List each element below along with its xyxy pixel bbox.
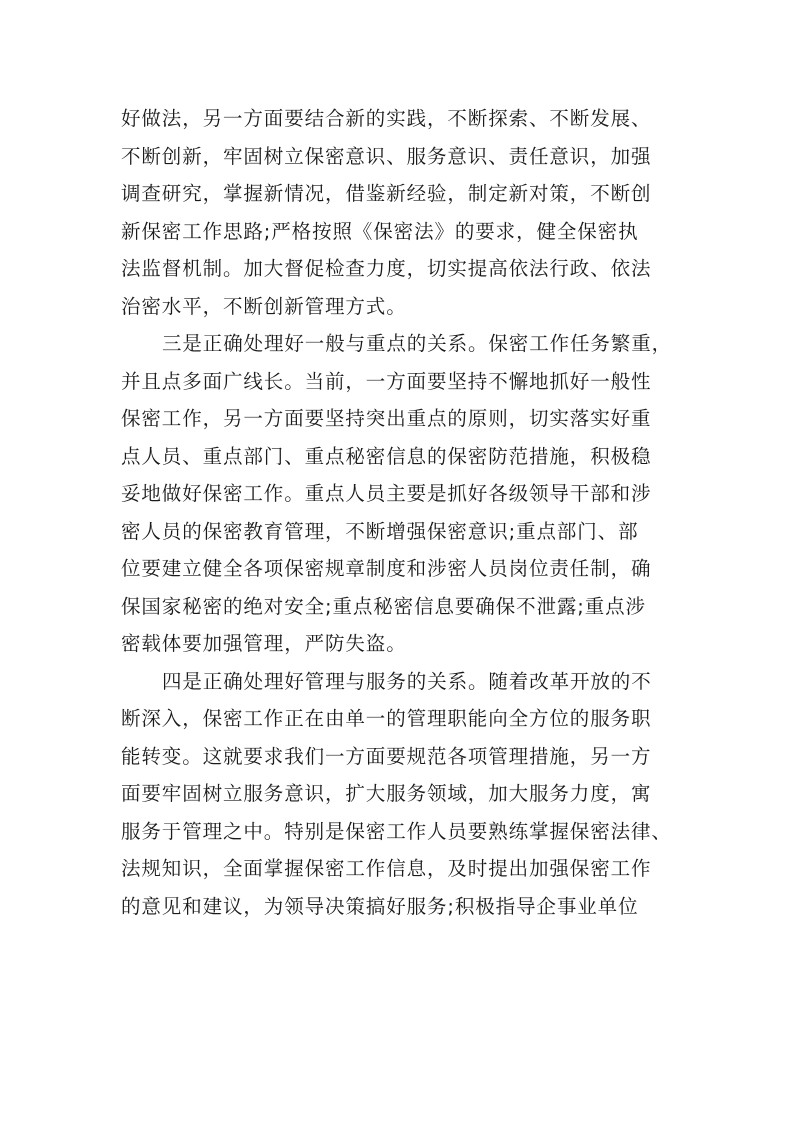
text-line: 面要牢固树立服务意识，扩大服务领域，加大服务力度，寓: [121, 782, 652, 805]
text-line: 妥地做好保密工作。重点人员主要是抓好各级领导干部和涉: [121, 482, 652, 505]
text-line: 调查研究，掌握新情况，借鉴新经验，制定新对策，不断创: [121, 182, 652, 205]
text-line: 法监督机制。加大督促检查力度，切实提高依法行政、依法: [121, 257, 652, 280]
text-line: 治密水平，不断创新管理方式。: [121, 294, 407, 318]
text-line: 服务于管理之中。特别是保密工作人员要熟练掌握保密法律、: [121, 819, 672, 843]
text-line: 位要建立健全各项保密规章制度和涉密人员岗位责任制，确: [121, 557, 652, 580]
text-line: 断深入，保密工作正在由单一的管理职能向全方位的服务职: [121, 707, 652, 730]
text-line: 的意见和建议，为领导决策搞好服务;积极指导企事业单位: [121, 894, 639, 918]
text-line: 并且点多面广线长。当前，一方面要坚持不懈地抓好一般性: [121, 369, 652, 393]
paragraph-start-line: 四是正确处理好管理与服务的关系。随着改革开放的不: [162, 669, 652, 693]
text-line: 好做法，另一方面要结合新的实践，不断探索、不断发展、: [121, 107, 652, 130]
body-text: [121, 100, 681, 925]
text-line: 能转变。这就要求我们一方面要规范各项管理措施，另一方: [121, 744, 652, 768]
text-line: 新保密工作思路;严格按照《保密法》的要求，健全保密执: [121, 219, 639, 243]
text-line: 保国家秘密的绝对安全;重点秘密信息要确保不泄露;重点涉: [121, 594, 646, 618]
text-line: 点人员、重点部门、重点秘密信息的保密防范措施，积极稳: [121, 444, 652, 468]
text-line: 保密工作，另一方面要坚持突出重点的原则，切实落实好重: [121, 407, 652, 430]
paragraph-start-line: 三是正确处理好一般与重点的关系。保密工作任务繁重，: [162, 332, 673, 355]
text-line: 密载体要加强管理，严防失盗。: [121, 632, 407, 655]
text-line: 不断创新，牢固树立保密意识、服务意识、责任意识，加强: [121, 144, 652, 168]
text-line: 法规知识，全面掌握保密工作信息，及时提出加强保密工作: [121, 857, 652, 880]
text-line: 密人员的保密教育管理，不断增强保密意识;重点部门、部: [121, 519, 639, 543]
